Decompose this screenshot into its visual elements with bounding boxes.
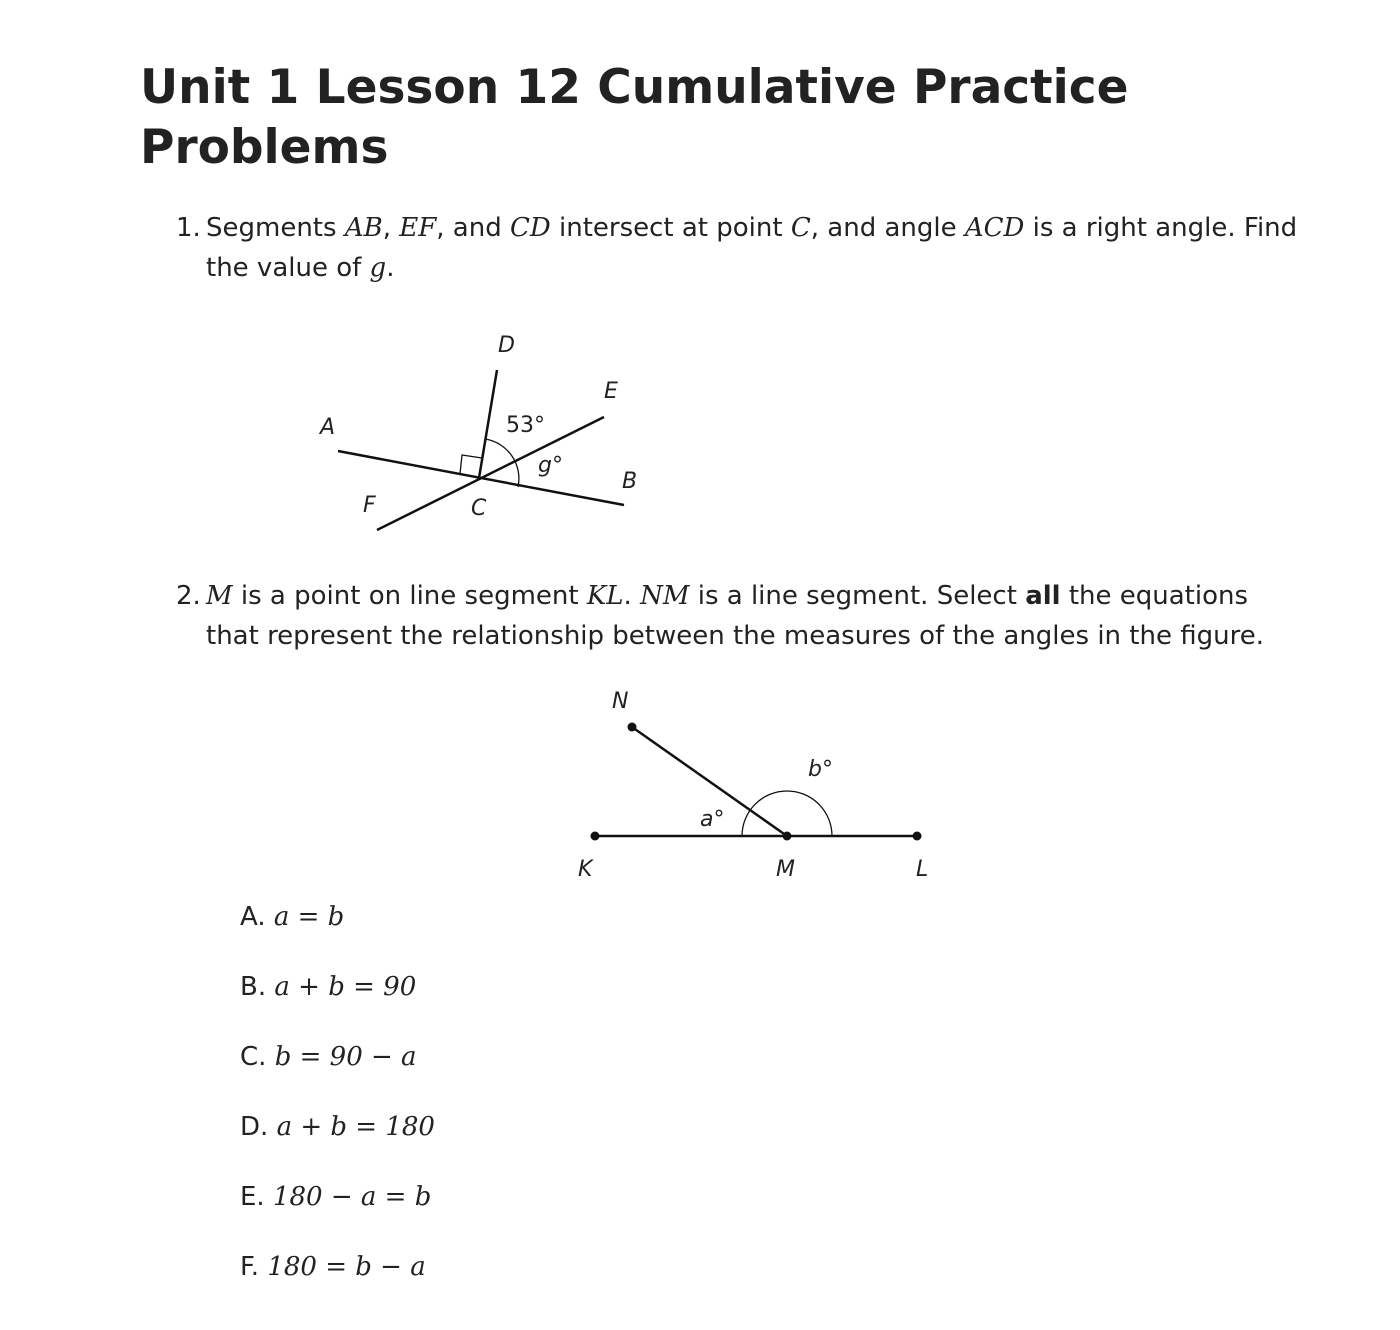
label-B: B	[622, 469, 638, 494]
option-b[interactable]: B. a + b = 90	[240, 972, 417, 1002]
label-g: g°	[538, 453, 563, 478]
label-N: N	[612, 689, 629, 714]
label-E: E	[604, 379, 618, 404]
option-c[interactable]: C. b = 90 − a	[240, 1042, 417, 1072]
right-angle-mark	[460, 455, 482, 474]
label-b: b°	[808, 757, 833, 782]
label-a: a°	[700, 807, 725, 832]
label-F: F	[363, 493, 376, 518]
label-C: C	[471, 496, 487, 521]
label-K: K	[578, 857, 593, 882]
figure-2	[591, 723, 922, 841]
problem-text: M is a point on line segment KL. NM is a line segment. Select all the equations that represent the relationship between the measures of the angles in the figure.	[206, 581, 1264, 651]
page-title: Unit 1 Lesson 12 Cumulative Practice Problems	[140, 60, 1129, 175]
label-53: 53°	[506, 413, 545, 438]
problem-number: 2.	[176, 581, 201, 611]
label-L: L	[916, 857, 929, 882]
segment-CD	[479, 370, 497, 478]
problem-number: 1.	[176, 213, 201, 243]
option-f[interactable]: F. 180 = b − a	[240, 1252, 426, 1282]
problem-2	[176, 576, 1306, 656]
option-e[interactable]: E. 180 − a = b	[240, 1182, 432, 1212]
problem-text: Segments AB, EF, and CD intersect at point C, and angle ACD is a right angle. Find the value of g.	[206, 213, 1298, 283]
option-a[interactable]: A. a = b	[240, 902, 345, 932]
label-A: A	[320, 415, 336, 440]
segment-EF	[377, 417, 604, 530]
option-d[interactable]: D. a + b = 180	[240, 1112, 435, 1142]
label-D: D	[498, 333, 515, 358]
label-M: M	[776, 857, 795, 882]
